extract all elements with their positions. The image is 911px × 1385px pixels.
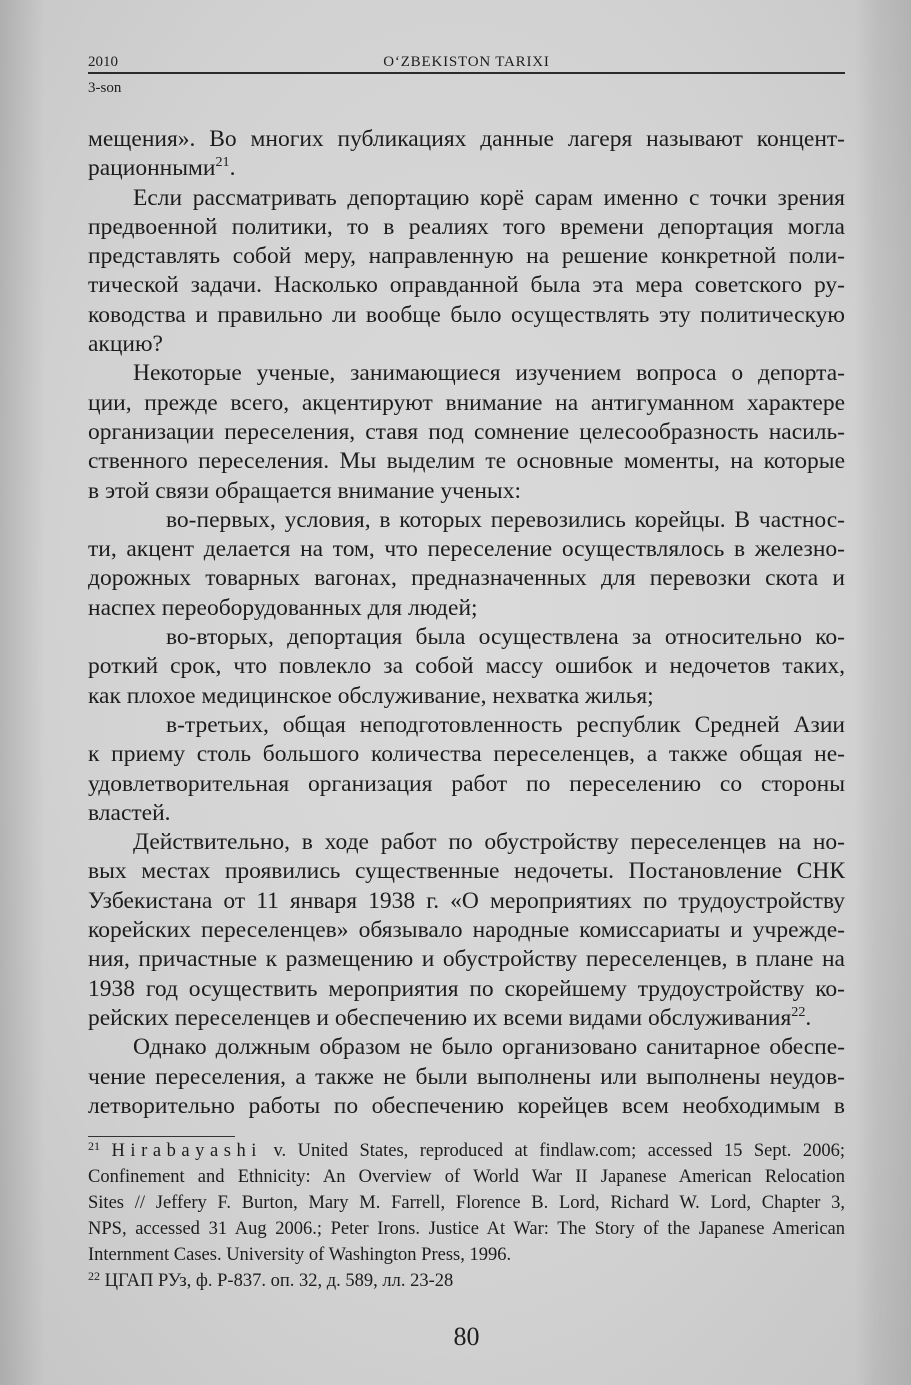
text-line: мещения». Во многих публикациях данные лагеря называют концент- [88,126,845,152]
text-line: представлять собой меру, направленную на решение конкретной поли- [88,243,845,270]
text-line: ти, акцент делается на том, что переселение осуществлялось в железно- [88,536,845,563]
text-line: Однако должным образом не было организовано санитарное обеспе- [133,1034,845,1061]
text-line [88,1004,845,1033]
text-line: ции, прежде всего, акцентируют внимание на антигуманном характере [88,389,845,416]
text-line: чение переселения, а также не были выполнены или выполнены неудов- [88,1063,845,1090]
text-line-content: рейских переселенцев и обеспечению их всеми видами обслуживания [88,1004,792,1031]
text-line: Действительно, в ходе работ по обустройству переселенцев на но- [133,829,845,856]
footnote [88,1268,845,1294]
text-line: акцию? [88,331,163,358]
text-line: ственного переселения. Мы выделим те основные моменты, на которые [88,448,845,475]
list-item [88,623,845,711]
header-rule [88,72,845,74]
paragraph [88,1033,845,1121]
list-item [88,711,845,828]
text-line: наспех переоборудованных для людей; [88,594,478,621]
footnote-reference: 21 [215,154,230,171]
paragraph [88,184,845,360]
text-line: к приему столь большого количества переселенцев, а также общая не- [88,741,845,768]
body-text [88,125,845,1121]
header-journal-title: O‘ZBEKISTON TARIXI [383,54,550,70]
text-line-content: рационными [88,155,216,182]
footnote-line [88,1190,845,1216]
footnote-reference: 22 [791,1003,806,1020]
header-year: 2010 [88,54,118,70]
text-line: Некоторые ученые, занимающиеся изучением вопроса о депорта- [133,360,845,387]
footnote-mark: 21 [88,1139,101,1153]
paragraph [88,359,845,505]
text-line: предвоенной политики, то в реалиях того времени депортация могла [88,213,845,240]
text-line [88,154,845,183]
footnote-text: v. United States, reproduced at findlaw.com; accessed 15 Sept. 2006; [273,1141,846,1161]
text-line: Узбекистана от 11 января 1938 г. «О мероприятиях по трудоустройству [88,887,845,914]
footnote-author: Hirabayashi [111,1141,262,1161]
footnote-mark: 22 [88,1269,101,1283]
footnote-line [88,1268,845,1294]
text-line: роткий срок, что повлекло за собой массу ошибок и недочетов таких, [88,653,845,680]
text-line: организации переселения, ставя под сомнение целесообразность насиль- [88,418,845,445]
footnote-line [88,1164,845,1190]
text-line-tail: . [805,1004,812,1031]
footnote-line [88,1138,845,1164]
text-line: дорожных товарных вагонах, предназначенных для перевозки скота и [88,565,845,592]
footnotes [88,1138,845,1294]
text-line: властей. [88,799,171,826]
footnote-separator [88,1136,235,1137]
text-line: удовлетворительная организация работ по переселению со стороны [88,770,845,797]
paragraph [88,125,845,184]
paragraph [88,828,845,1033]
header-issue: 3-son [88,80,122,96]
text-line: летворительно работы по обеспечению корейцев всем необходимым в [88,1092,845,1119]
text-line: тической задачи. Насколько оправданной была эта мера советского ру- [88,272,845,299]
footnote-line [88,1216,845,1242]
text-line: в-третьих, общая неподготовленность республик Средней Азии [166,711,845,738]
footnote-line [88,1242,845,1268]
text-line: как плохое медицинское обслуживание, нехватка жилья; [88,682,654,709]
text-line: вых местах проявились существенные недочеты. Постановление СНК [88,858,845,885]
page-number: 80 [453,1322,480,1351]
footnote [88,1138,845,1268]
footnote-text: Confinement and Ethnicity: An Overview of World War II Japanese American Relocation [88,1167,845,1187]
text-line: во-первых, условия, в которых перевозились корейцы. В частнос- [166,506,845,533]
text-line: в этой связи обращается внимание ученых: [88,477,521,504]
text-line: 1938 год осуществить мероприятия по скорейшему трудоустройству ко- [88,975,845,1002]
footnote-text: NPS, accessed 31 Aug 2006.; Peter Irons. Justice At War: The Story of the Japanese American [88,1219,845,1239]
text-line: корейских переселенцев» обязывало народные комиссариаты и учрежде- [88,917,845,944]
footnote-text: ЦГАП РУз, ф. Р-837. оп. 32, д. 589, лл. 23-28 [104,1271,454,1291]
footnote-text: Sites // Jeffery F. Burton, Mary M. Farrell, Florence B. Lord, Richard W. Lord, Chapter 3, [88,1193,845,1213]
text-line: ния, причастные к размещению и обустройству переселенцев, в плане на [88,946,845,973]
footnote-text: Internment Cases. University of Washington Press, 1996. [88,1245,512,1265]
list-item [88,506,845,623]
text-line: во-вторых, депортация была осуществлена за относительно ко- [166,624,845,651]
text-line-tail: . [229,155,236,182]
text-line: ководства и правильно ли вообще было осуществлять эту политическую [88,301,845,328]
text-line: Если рассматривать депортацию корё сарам именно с точки зрения [133,184,845,211]
